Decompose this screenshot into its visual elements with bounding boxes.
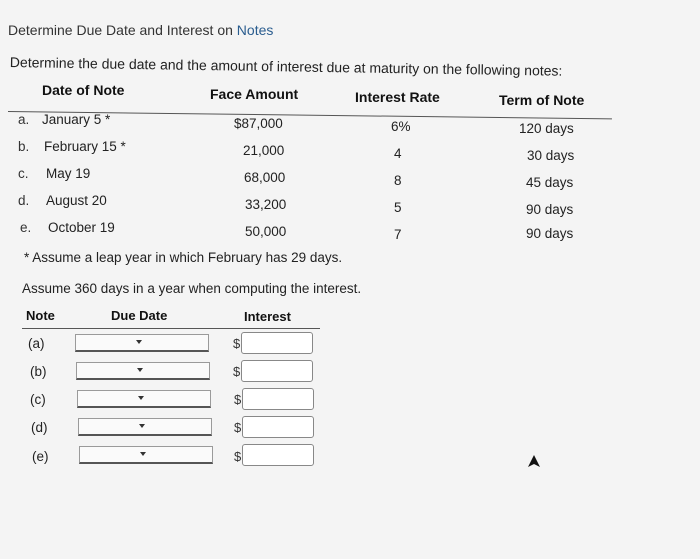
interest-input[interactable]: [242, 444, 314, 466]
interest-input[interactable]: [242, 388, 314, 410]
chevron-down-icon: [139, 424, 145, 428]
answer-note-label: (b): [30, 364, 47, 379]
chevron-down-icon: [140, 452, 146, 456]
row-letter: b.: [18, 139, 30, 154]
header-interest-rate: Interest Rate: [355, 89, 440, 105]
due-date-select[interactable]: [76, 362, 210, 380]
due-date-select[interactable]: [78, 418, 212, 436]
due-date-select[interactable]: [79, 446, 213, 464]
currency-symbol: $: [233, 364, 241, 379]
row-term: 120 days: [519, 121, 574, 136]
due-date-select[interactable]: [75, 334, 209, 352]
row-term: 90 days: [526, 202, 574, 217]
chevron-down-icon: [138, 396, 144, 400]
answer-note-label: (d): [31, 420, 48, 435]
currency-symbol: $: [234, 449, 242, 464]
instruction-text: Determine the due date and the amount of interest due at maturity on the following notes:: [9, 54, 563, 79]
assume-360-days-text: Assume 360 days in a year when computing the interest.: [22, 281, 362, 296]
row-interest-rate: 7: [394, 227, 402, 242]
row-face-amount: 50,000: [245, 224, 287, 239]
row-date: May 19: [46, 166, 91, 181]
row-date: January 5 *: [42, 112, 111, 127]
leap-year-footnote: * Assume a leap year in which February has 29 days.: [24, 250, 343, 265]
row-interest-rate: 4: [394, 146, 402, 161]
row-face-amount: 33,200: [245, 197, 287, 212]
interest-input[interactable]: [241, 332, 313, 354]
due-date-select[interactable]: [77, 390, 211, 408]
interest-input[interactable]: [242, 416, 314, 438]
chevron-down-icon: [136, 340, 142, 344]
panel-edge-arc: [0, 270, 8, 310]
row-face-amount: $87,000: [234, 116, 283, 131]
currency-symbol: $: [233, 336, 241, 351]
title-prefix: Determine Due Date and Interest on: [8, 22, 237, 38]
row-letter: e.: [20, 220, 32, 235]
mouse-cursor-icon: [527, 454, 541, 470]
row-face-amount: 68,000: [244, 170, 286, 185]
row-term: 90 days: [526, 226, 574, 241]
answer-header-interest: Interest: [244, 309, 291, 324]
row-date: February 15 *: [44, 139, 126, 154]
row-face-amount: 21,000: [243, 143, 285, 158]
currency-symbol: $: [234, 392, 242, 407]
title-link[interactable]: Notes: [236, 22, 274, 38]
answer-header-note: Note: [26, 308, 55, 323]
header-date-of-note: Date of Note: [42, 82, 125, 98]
row-letter: d.: [18, 193, 30, 208]
row-letter: a.: [18, 112, 30, 127]
row-interest-rate: 5: [394, 200, 402, 215]
row-term: 30 days: [527, 148, 575, 163]
row-term: 45 days: [526, 175, 574, 190]
answer-note-label: (e): [32, 449, 49, 464]
row-interest-rate: 6%: [391, 119, 411, 134]
row-date: October 19: [48, 220, 115, 235]
chevron-down-icon: [137, 368, 143, 372]
header-face-amount: Face Amount: [210, 86, 299, 102]
row-letter: c.: [18, 166, 29, 181]
answer-note-label: (c): [30, 392, 46, 407]
row-interest-rate: 8: [394, 173, 402, 188]
row-date: August 20: [46, 193, 107, 208]
answer-header-rule: [22, 328, 320, 329]
header-term-of-note: Term of Note: [499, 92, 585, 108]
interest-input[interactable]: [241, 360, 313, 382]
answer-note-label: (a): [28, 336, 45, 351]
page-title: [8, 22, 273, 38]
answer-header-due-date: Due Date: [111, 308, 168, 323]
currency-symbol: $: [234, 420, 242, 435]
